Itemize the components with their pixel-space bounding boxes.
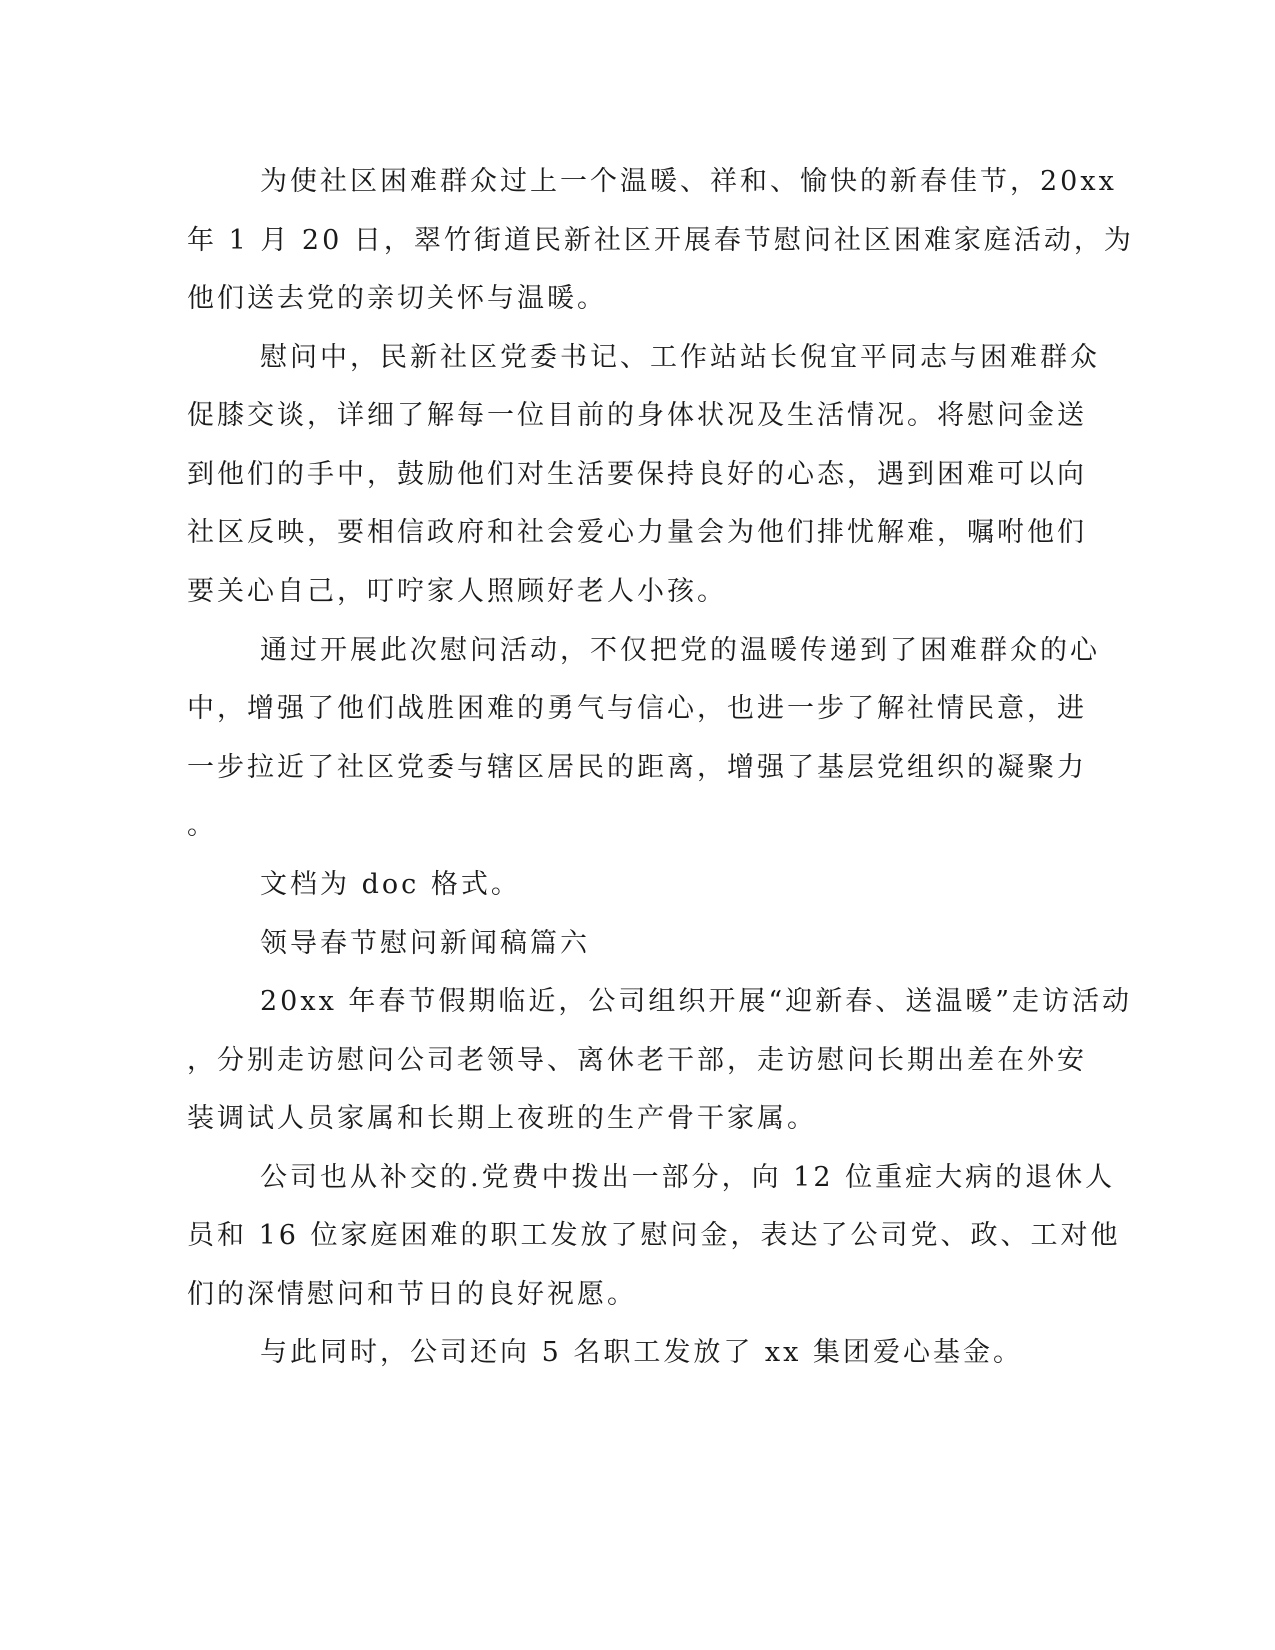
paragraph-1-line-1: 为使社区困难群众过上一个温暖、祥和、愉快的新春佳节，20xx [260,166,1117,197]
section-heading: 领导春节慰问新闻稿篇六 [260,928,590,959]
paragraph-2-line-1: 慰问中，民新社区党委书记、工作站站长倪宜平同志与困难群众 [260,342,1100,373]
paragraph-7-line-3: 们的深情慰问和节日的良好祝愿。 [187,1279,637,1310]
paragraph-7-line-1: 公司也从补交的.党费中拨出一部分，向 12 位重症大病的退休人 [260,1162,1116,1193]
paragraph-1-line-3: 他们送去党的亲切关怀与温暖。 [187,283,607,314]
paragraph-6-line-3: 装调试人员家属和长期上夜班的生产骨干家属。 [187,1103,817,1134]
paragraph-2-line-4: 社区反映，要相信政府和社会爱心力量会为他们排忧解难，嘱咐他们 [187,517,1087,548]
paragraph-3-line-2: 中，增强了他们战胜困难的勇气与信心，也进一步了解社情民意，进 [187,693,1087,724]
paragraph-3-line-1: 通过开展此次慰问活动，不仅把党的温暖传递到了困难群众的心 [260,635,1100,666]
paragraph-7-line-2: 员和 16 位家庭困难的职工发放了慰问金，表达了公司党、政、工对他 [187,1220,1121,1251]
paragraph-3-line-4: 。 [187,810,217,841]
format-note: 文档为 doc 格式。 [260,869,521,900]
paragraph-3-line-3: 一步拉近了社区党委与辖区居民的距离，增强了基层党组织的凝聚力 [187,752,1087,783]
paragraph-2-line-5: 要关心自己，叮咛家人照顾好老人小孩。 [187,576,727,607]
paragraph-6-line-1: 20xx 年春节假期临近，公司组织开展“迎新春、送温暖”走访活动 [260,986,1132,1017]
paragraph-8-line-1: 与此同时，公司还向 5 名职工发放了 xx 集团爱心基金。 [260,1337,1023,1368]
paragraph-2-line-3: 到他们的手中，鼓励他们对生活要保持良好的心态，遇到困难可以向 [187,459,1087,490]
paragraph-6-line-2: ，分别走访慰问公司老领导、离休老干部，走访慰问长期出差在外安 [187,1045,1087,1076]
paragraph-1-line-2: 年 1 月 20 日，翠竹街道民新社区开展春节慰问社区困难家庭活动，为 [187,225,1134,256]
paragraph-2-line-2: 促膝交谈，详细了解每一位目前的身体状况及生活情况。将慰问金送 [187,400,1087,431]
